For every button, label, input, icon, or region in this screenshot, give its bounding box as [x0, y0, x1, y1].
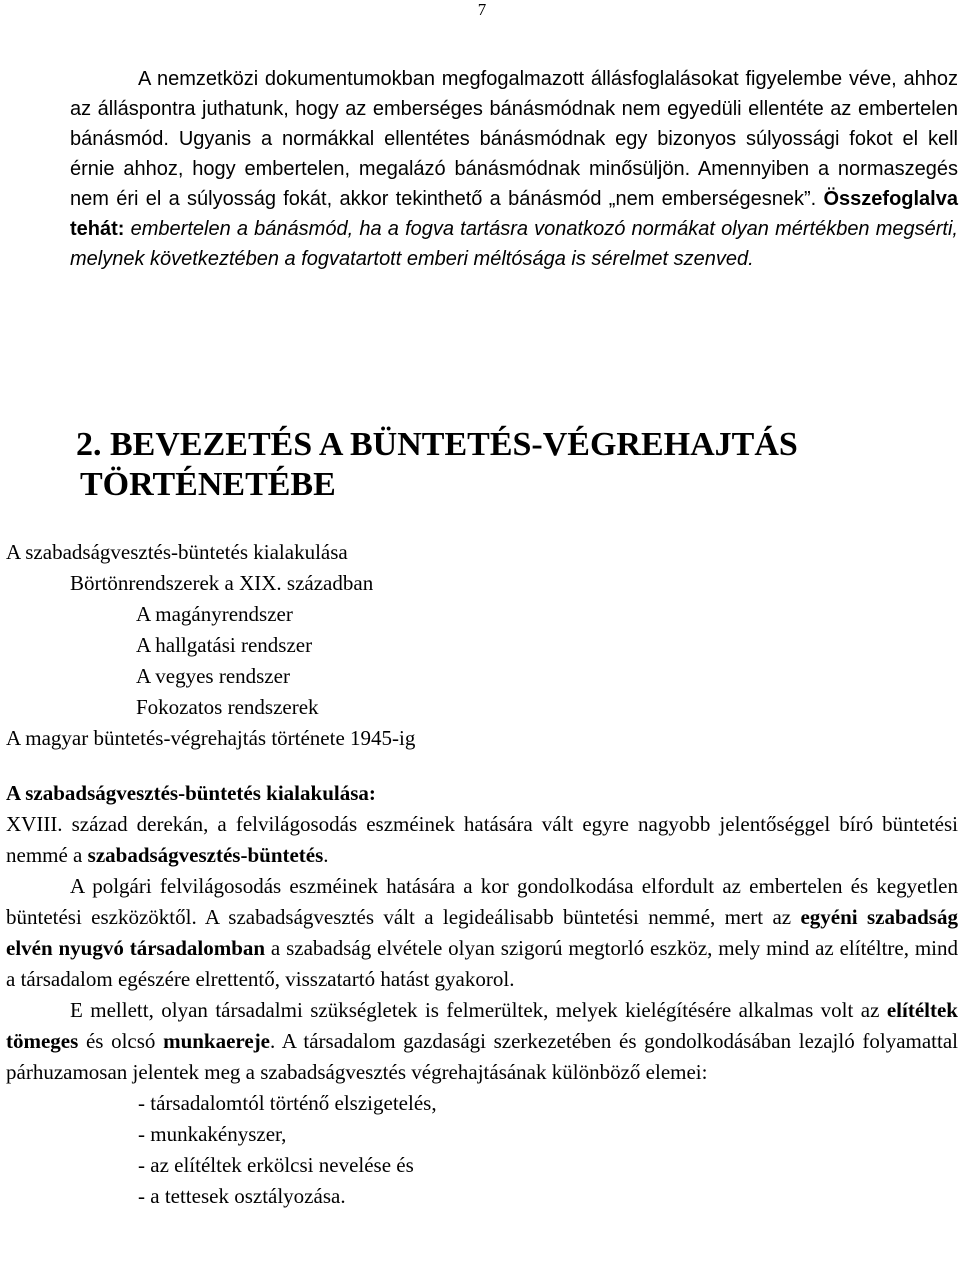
outline-item: A hallgatási rendszer — [136, 633, 313, 657]
outline-item: A magányrendszer — [136, 602, 293, 626]
chapter-heading-line-1: 2. BEVEZETÉS A BÜNTETÉS-VÉGREHAJTÁS — [76, 426, 798, 463]
list-item: - társadalomtól történő elszigetelés, — [138, 1091, 437, 1115]
text-run: E mellett, olyan társadalmi szükségletek is felmerültek, melyek kielégítésére alkalmas volt az — [70, 998, 887, 1022]
text-run: A polgári felvilágosodás eszméinek hatására a kor gondolkodása elfordult az embertelen és kegyetlen büntetési eszközöktől. A szabadságvesztés vált a legideálisabb büntetési nemmé, mert az — [6, 874, 958, 929]
outline-item: A szabadságvesztés-büntetés kialakulása — [6, 540, 348, 564]
text-run: és olcsó — [78, 1029, 164, 1053]
summary-label: Összefoglalva tehát: — [70, 188, 958, 240]
text-run: XVIII. század derekán, a felvilágosodás eszméinek hatására vált egyre nagyobb jelentőséggel bíró büntetési nemmé a — [6, 812, 958, 867]
body-paragraph-3 — [6, 995, 958, 1088]
section-body — [6, 809, 958, 1212]
chapter-outline — [6, 537, 415, 754]
chapter-heading — [76, 425, 798, 505]
page-number: 7 — [477, 0, 487, 19]
body-paragraph-1 — [6, 809, 958, 871]
outline-item: A vegyes rendszer — [136, 664, 290, 688]
list-item: - az elítéltek erkölcsi nevelése és — [138, 1153, 414, 1177]
intro-text: A nemzetközi dokumentumokban megfogalmazott állásfoglalásokat figyelembe véve, ahhoz az álláspontra juthatunk, hogy az emberséges bánásmódnak nem egyedüli ellentéte az embertelen bánásmód. Ugyanis a normákkal ellentétes bánásmódnak egy bizonyos súlyossági fokot el kell érnie ahhoz, hogy embertelen, megalázó bánásmódnak minősüljön. Amennyiben a normaszegés nem éri el a súlyosság fokát, akkor tekinthető a bánásmód „nem emberségesnek”. — [70, 68, 958, 210]
text-run: . — [323, 843, 329, 867]
outline-item: A magyar büntetés-végrehajtás története 1945-ig — [6, 726, 416, 750]
text-run: . A társadalom gazdasági szerkezetében és gondolkodásában lezajló folyamattal párhuzamosan jelentek meg a szabadságvesztés végrehajtásának különböző elemei: — [6, 1029, 958, 1084]
text-run: a szabadság elvétele olyan szigorú megtorló eszköz, mely mind az elítéltre, mind a társadalom egészére elrettentő, visszatartó hatást gyakorol. — [6, 936, 958, 991]
intro-paragraph — [70, 64, 958, 274]
chapter-heading-line-2: TÖRTÉNETÉBE — [80, 466, 336, 503]
list-item: - munkakényszer, — [138, 1122, 287, 1146]
emphasis: munkaereje — [163, 1029, 271, 1053]
outline-item: Börtönrendszerek a XIX. században — [70, 571, 374, 595]
emphasis: szabadságvesztés-büntetés — [87, 843, 324, 867]
summary-text: embertelen a bánásmód, ha a fogva tartásra vonatkozó normákat olyan mértékben megsérti, melynek következtében a fogvatartott emberi méltósága is sérelmet szenved. — [70, 218, 958, 270]
outline-item: Fokozatos rendszerek — [136, 695, 319, 719]
list-item: - a tettesek osztályozása. — [138, 1184, 346, 1208]
body-paragraph-2 — [6, 871, 958, 995]
section-title: A szabadságvesztés-büntetés kialakulása: — [6, 781, 376, 805]
element-list — [6, 1088, 958, 1212]
emphasis: egyéni szabadság elvén nyugvó társadalomban — [6, 905, 958, 960]
emphasis: elítéltek tömeges — [6, 998, 958, 1053]
